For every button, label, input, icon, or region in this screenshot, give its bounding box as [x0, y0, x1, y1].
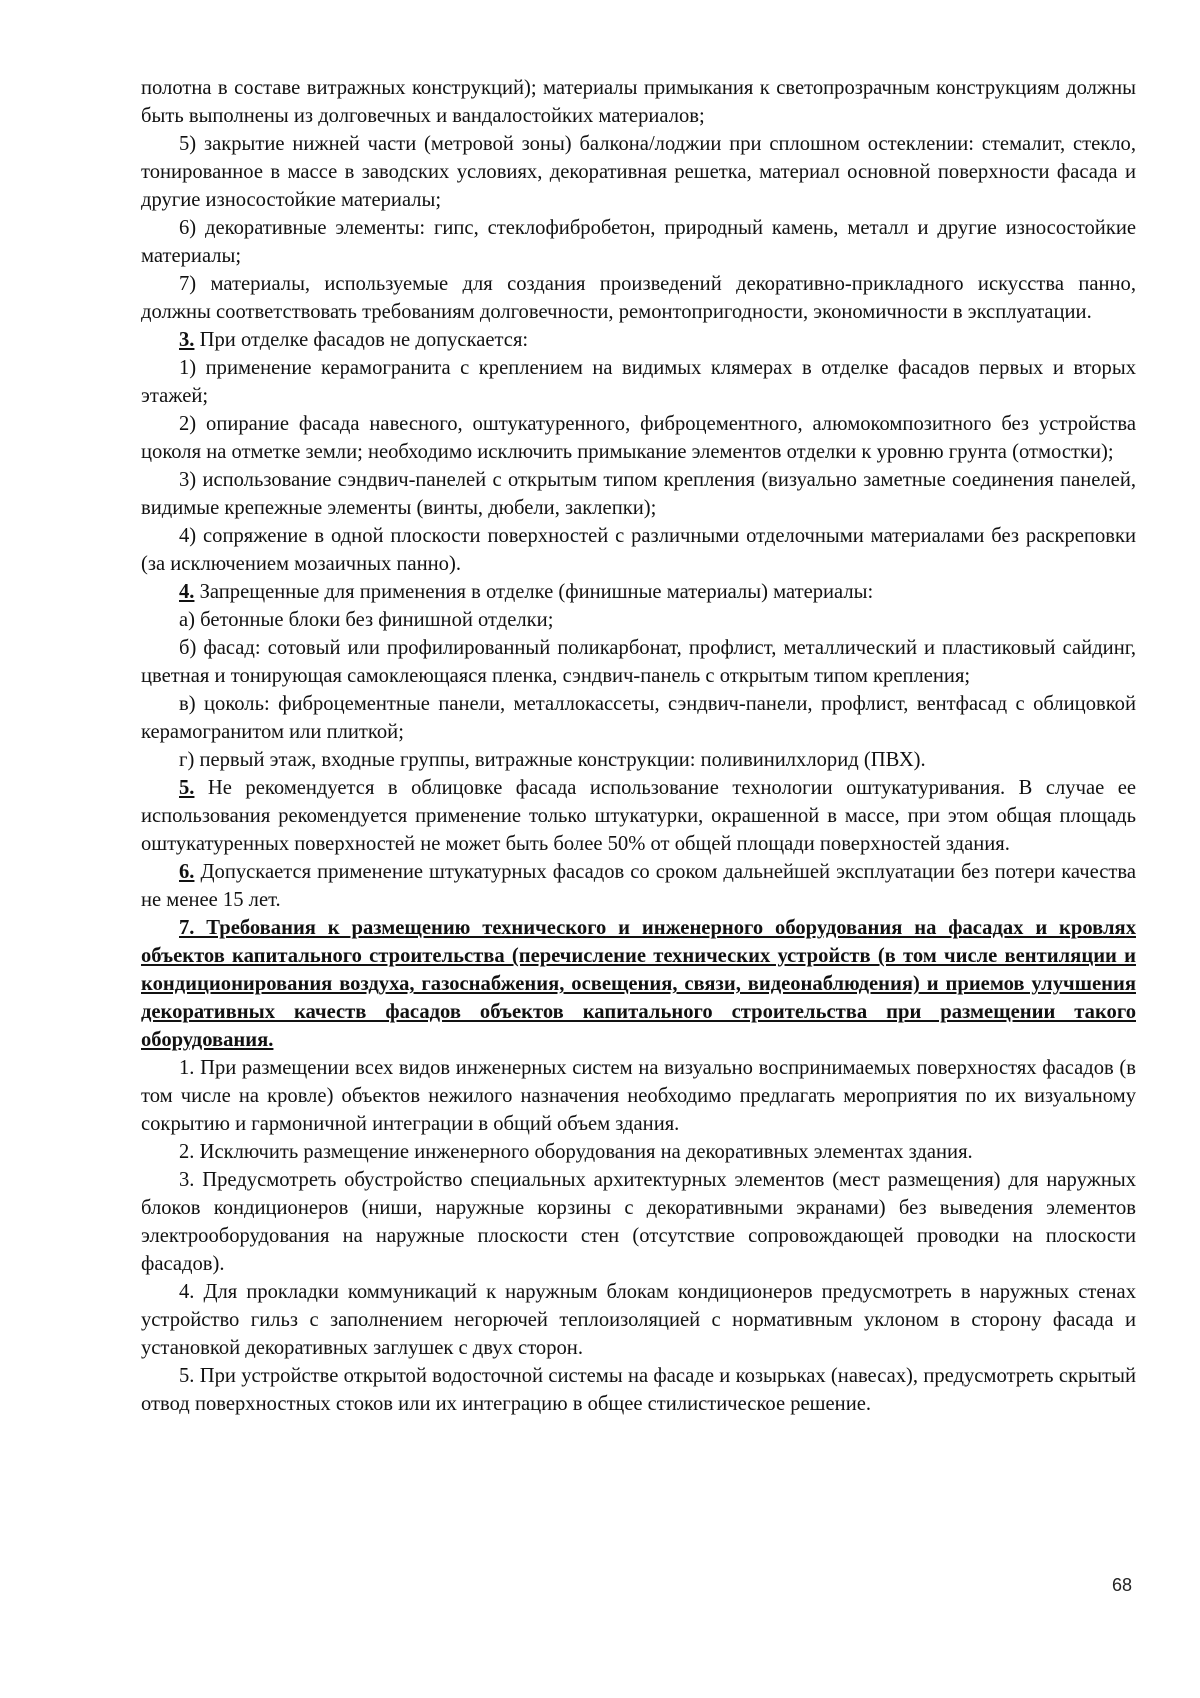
- document-body: [141, 74, 1136, 1418]
- list-item: 3) использование сэндвич-панелей с открытым типом крепления (визуально заметные соединения панелей, видимые крепежные элементы (винты, дюбели, заклепки);: [141, 469, 1136, 519]
- list-item: 6) декоративные элементы: гипс, стеклофибробетон, природный камень, металл и другие износостойкие материалы;: [141, 217, 1136, 267]
- list-item: 1. При размещении всех видов инженерных систем на визуально воспринимаемых поверхностях фасадов (в том числе на кровле) объектов нежилого назначения необходимо предлагать мероприятия по их визуальному сокрытию и гармоничной интеграции в общий объем здания.: [141, 1057, 1136, 1135]
- section-text: Запрещенные для применения в отделке (финишные материалы) материалы:: [194, 581, 874, 603]
- section-text: Не рекомендуется в облицовке фасада использование технологии оштукатуривания. В случае ее использования рекомендуется применение только штукатурки, окрашенной в массе, при этом общая площадь оштукатуренных поверхностей не может быть более 50% от общей площади поверхностей здания.: [141, 777, 1136, 855]
- list-item: а) бетонные блоки без финишной отделки;: [179, 609, 554, 631]
- section-4-paragraph: [141, 578, 1136, 606]
- list-item: 2) опирание фасада навесного, оштукатуренного, фиброцементного, алюмокомпозитного без устройства цоколя на отметке земли; необходимо исключить примыкание элементов отделки к уровню грунта (отмостки);: [141, 413, 1136, 463]
- list-item: 5) закрытие нижней части (метровой зоны) балкона/лоджии при сплошном остеклении: стемалит, стекло, тонированное в массе в заводских условиях, декоративная решетка, материал основной поверхности фасада и другие износостойкие материалы;: [141, 133, 1136, 211]
- list-item: 2. Исключить размещение инженерного оборудования на декоративных элементах здания.: [179, 1141, 973, 1163]
- section-number: 6.: [179, 861, 195, 883]
- list-item: 5. При устройстве открытой водосточной системы на фасаде и козырьках (навесах), предусмотреть скрытый отвод поверхностных стоков или их интеграцию в общее стилистическое решение.: [141, 1365, 1136, 1415]
- list-item: 3. Предусмотреть обустройство специальных архитектурных элементов (мест размещения) для наружных блоков кондиционеров (ниши, наружные корзины с декоративными экранами) без выведения элементов электрооборудования на наружные плоскости стен (отсутствие сопровождающей проводки на плоскости фасадов).: [141, 1169, 1136, 1275]
- list-item: в) цоколь: фиброцементные панели, металлокассеты, сэндвич-панели, профлист, вентфасад с облицовкой керамогранитом или плиткой;: [141, 693, 1136, 743]
- list-item: 7) материалы, используемые для создания произведений декоративно-прикладного искусства панно, должны соответствовать требованиям долговечности, ремонтопригодности, экономичности в эксплуатации.: [141, 273, 1136, 323]
- list-item: б) фасад: сотовый или профилированный поликарбонат, профлист, металлический и пластиковый сайдинг, цветная и тонирующая самоклеющаяся пленка, сэндвич-панель с открытым типом крепления;: [141, 637, 1136, 687]
- section-text: При отделке фасадов не допускается:: [194, 329, 529, 351]
- section-6-paragraph: [141, 858, 1136, 914]
- section-number: 4.: [179, 581, 195, 603]
- section-7-heading: 7. Требования к размещению технического и инженерного оборудования на фасадах и кровлях объектов капитального строительства (перечисление технических устройств (в том числе вентиляции и кондиционирования воздуха, газоснабжения, освещения, связи, видеонаблюдения) и приемов улучшения декоративных качеств фасадов объектов капитального строительства при размещении такого оборудования.: [141, 917, 1136, 1051]
- section-text: Допускается применение штукатурных фасадов со сроком дальнейшей эксплуатации без потери качества не менее 15 лет.: [141, 861, 1136, 911]
- section-3-paragraph: [141, 326, 1136, 354]
- section-number: 5.: [179, 777, 195, 799]
- section-number: 3.: [179, 329, 195, 351]
- page-number: 68: [1112, 1575, 1133, 1595]
- list-item: г) первый этаж, входные группы, витражные конструкции: поливинилхлорид (ПВХ).: [179, 749, 926, 771]
- list-item: 4) сопряжение в одной плоскости поверхностей с различными отделочными материалами без раскреповки (за исключением мозаичных панно).: [141, 525, 1136, 575]
- paragraph-continuation: полотна в составе витражных конструкций); материалы примыкания к светопрозрачным конструкциям должны быть выполнены из долговечных и вандалостойких материалов;: [141, 77, 1136, 127]
- section-5-paragraph: [141, 774, 1136, 858]
- list-item: 4. Для прокладки коммуникаций к наружным блокам кондиционеров предусмотреть в наружных стенах устройство гильз с заполнением негорючей теплоизоляцией с нормативным уклоном в сторону фасада и установкой декоративных заглушек с двух сторон.: [141, 1281, 1136, 1359]
- list-item: 1) применение керамогранита с креплением на видимых клямерах в отделке фасадов первых и вторых этажей;: [141, 357, 1136, 407]
